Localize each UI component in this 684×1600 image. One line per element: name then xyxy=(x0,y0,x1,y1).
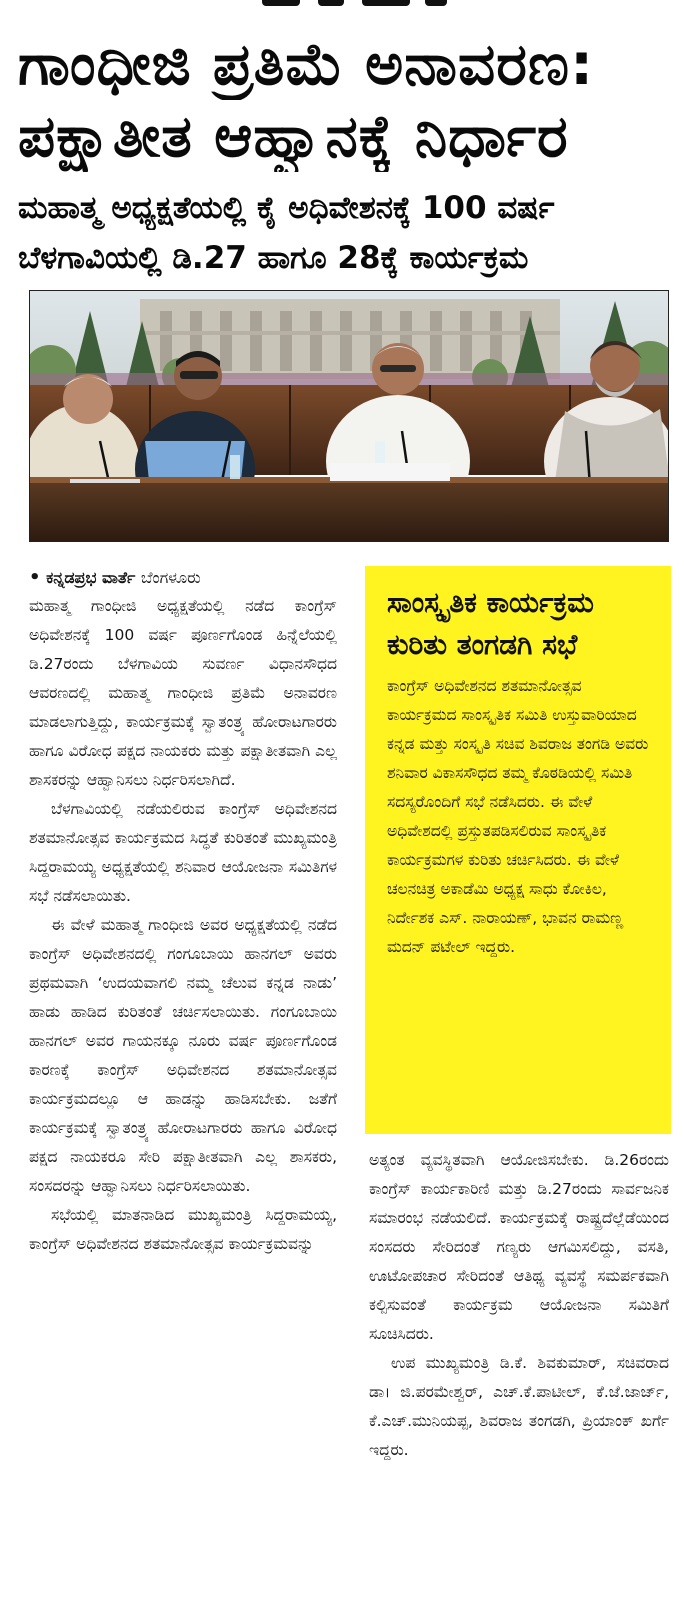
article-paragraph: ಸಭೆಯಲ್ಲಿ ಮಾತನಾಡಿದ ಮುಖ್ಯಮಂತ್ರಿ ಸಿದ್ದರಾಮಯ್ಯ, ಕಾಂಗ್ರೆಸ್ ಅಧಿವೇಶನದ ಶತಮಾನೋತ್ಸವ ಕಾರ್ಯಕ್ರಮವನ್ನು xyxy=(29,1206,337,1253)
article-paragraph: ಮಹಾತ್ಮ ಗಾಂಧೀಜಿ ಅಧ್ಯಕ್ಷತೆಯಲ್ಲಿ ನಡೆದ ಕಾಂಗ್ರೆಸ್ ಅಧಿವೇಶನಕ್ಕೆ 100 ವರ್ಷ ಪೂರ್ಣಗೊಂಡ ಹಿನ್ನೆಲೆಯಲ್ಲಿ ಡಿ.27ರಂದು ಬೆಳಗಾವಿಯ ಸುವರ್ಣ ವಿಧಾನಸೌಧದ ಆವರಣದಲ್ಲಿ ಮಹಾತ್ಮ ಗಾಂಧೀಜಿ ಪ್ರತಿಮೆ ಅನಾವರಣ ಮಾಡಲಾಗುತ್ತಿದ್ದು, ಕಾರ್ಯಕ್ರಮಕ್ಕೆ ಸ್ವಾತಂತ್ರ್ಯ ಹೋರಾಟಗಾರರು ಹಾಗೂ ವಿರೋಧ ಪಕ್ಷದ ನಾಯಕರು ಮತ್ತು ಪಕ್ಷಾತೀತವಾಗಿ ಎಲ್ಲ ಶಾಸಕರನ್ನು ಆಹ್ವಾನಿಸಲು ನಿರ್ಧರಿಸಲಾಗಿದೆ. xyxy=(29,597,337,789)
sidebar-title xyxy=(387,582,649,666)
byline-bullet: • xyxy=(29,567,41,588)
sidebar-title-line-1: ಸಾಂಸ್ಕೃತಿಕ ಕಾರ್ಯಕ್ರಮ xyxy=(387,586,594,619)
subheadline-line-1: ಮಹಾತ್ಮ ಅಧ್ಯಕ್ಷತೆಯಲ್ಲಿ ಕೈ ಅಧಿವೇಶನಕ್ಕೆ 100 ವರ್ಷ xyxy=(18,190,555,226)
news-photo xyxy=(29,290,669,542)
subheadline-line-2: ಬೆಳಗಾವಿಯಲ್ಲಿ ಡಿ.27 ಹಾಗೂ 28ಕ್ಕೆ ಕಾರ್ಯಕ್ರಮ xyxy=(18,240,529,276)
headline-line-1: ಗಾಂಧೀಜಿ ಪ್ರತಿಮೆ ಅನಾವರಣ: xyxy=(18,30,595,98)
article-paragraph: ಈ ವೇಳೆ ಮಹಾತ್ಮ ಗಾಂಧೀಜಿ ಅವರ ಅಧ್ಯಕ್ಷತೆಯಲ್ಲಿ ನಡೆದ ಕಾಂಗ್ರೆಸ್ ಅಧಿವೇಶನದಲ್ಲಿ ಗಂಗೂಬಾಯಿ ಹಾನಗಲ್ ಅವರು ಪ್ರಥಮವಾಗಿ ‘ಉದಯವಾಗಲಿ ನಮ್ಮ ಚೆಲುವ ಕನ್ನಡ ನಾಡು’ ಹಾಡು ಹಾಡಿದ ಕುರಿತಂತೆ ಚರ್ಚಿಸಲಾಯಿತು. ಗಂಗೂಬಾಯಿ ಹಾನಗಲ್ ಅವರ ಗಾಯನಕ್ಕೂ ನೂರು ವರ್ಷ ಪೂರ್ಣಗೊಂಡ ಕಾರಣಕ್ಕೆ ಕಾಂಗ್ರೆಸ್ ಅಧಿವೇಶನದ ಶತಮಾನೋತ್ಸವ ಕಾರ್ಯಕ್ರಮದಲ್ಲೂ ಆ ಹಾಡನ್ನು ಹಾಡಿಸಬೇಕು. ಜತೆಗೆ ಕಾರ್ಯಕ್ರಮಕ್ಕೆ ಸ್ವಾತಂತ್ರ್ಯ ಹೋರಾಟಗಾರರು ಹಾಗೂ ವಿರೋಧ ಪಕ್ಷದ ನಾಯಕರೂ ಸೇರಿ ಪಕ್ಷಾತೀತವಾಗಿ ಎಲ್ಲ ಶಾಸಕರು, ಸಂಸದರನ್ನು ಆಹ್ವಾನಿಸಲು ನಿರ್ಧರಿಸಲಾಯಿತು. xyxy=(29,916,337,1195)
article-paragraph: ಅತ್ಯಂತ ವ್ಯವಸ್ಥಿತವಾಗಿ ಆಯೋಜಿಸಬೇಕು. ಡಿ.26ರಂದು ಕಾಂಗ್ರೆಸ್ ಕಾರ್ಯಕಾರಿಣಿ ಮತ್ತು ಡಿ.27ರಂದು ಸಾರ್ವಜನಿಕ ಸಮಾರಂಭ ನಡೆಯಲಿದೆ. ಕಾರ್ಯಕ್ರಮಕ್ಕೆ ರಾಷ್ಟ್ರದೆಲ್ಲೆಡೆಯಿಂದ ಸಂಸದರು ಸೇರಿದಂತೆ ಗಣ್ಯರು ಆಗಮಿಸಲಿದ್ದು, ವಸತಿ, ಊಟೋಪಚಾರ ಸೇರಿದಂತೆ ಆತಿಥ್ಯ ವ್ಯವಸ್ಥೆ ಸಮರ್ಪಕವಾಗಿ ಕಲ್ಪಿಸುವಂತೆ ಕಾರ್ಯಕ್ರಮ ಆಯೋಜನಾ ಸಮಿತಿಗೆ ಸೂಚಿಸಿದರು. xyxy=(369,1151,669,1343)
article-column-right xyxy=(369,1146,669,1465)
byline-source: ಕನ್ನಡಪ್ರಭ ವಾರ್ತೆ xyxy=(46,568,136,587)
sidebar-title-line-2: ಕುರಿತು ತಂಗಡಗಿ ಸಭೆ xyxy=(387,628,578,661)
headline-line-2: ಪಕ್ಷಾತೀತ ಆಹ್ವಾನಕ್ಕೆ ನಿರ್ಧಾರ xyxy=(18,102,569,170)
article-column-left xyxy=(29,564,337,1259)
byline xyxy=(29,564,337,592)
byline-place: ಬೆಂಗಳೂರು xyxy=(140,568,201,587)
sidebar-body: ಕಾಂಗ್ರೆಸ್ ಅಧಿವೇಶನದ ಶತಮಾನೋತ್ಸವ ಕಾರ್ಯಕ್ರಮದ ಸಾಂಸ್ಕೃತಿಕ ಸಮಿತಿ ಉಸ್ತುವಾರಿಯಾದ ಕನ್ನಡ ಮತ್ತು ಸಂಸ್ಕೃತಿ ಸಚಿವ ಶಿವರಾಜ ತಂಗಡಿ ಅವರು ಶನಿವಾರ ವಿಕಾಸಸೌಧದ ತಮ್ಮ ಕೊಠಡಿಯಲ್ಲಿ ಸಮಿತಿ ಸದಸ್ಯರೊಂದಿಗೆ ಸಭೆ ನಡೆಸಿದರು. ಈ ವೇಳೆ ಅಧಿವೇಶದಲ್ಲಿ ಪ್ರಸ್ತುತಪಡಿಸಲಿರುವ ಸಾಂಸ್ಕೃತಿಕ ಕಾರ್ಯಕ್ರಮಗಳ ಕುರಿತು ಚರ್ಚಿಸಿದರು. ಈ ವೇಳೆ ಚಲನಚಿತ್ರ ಅಕಾಡೆಮಿ ಅಧ್ಯಕ್ಷ ಸಾಧು ಕೋಕಿಲ, ನಿರ್ದೇಶಕ ಎಸ್. ನಾರಾಯಣ್, ಭಾವನ ರಾಮಣ್ಣ ಮದನ್ ಪಟೇಲ್ ಇದ್ದರು. xyxy=(387,677,649,956)
sidebar-box xyxy=(365,566,671,1134)
article-paragraph: ಉಪ ಮುಖ್ಯಮಂತ್ರಿ ಡಿ.ಕೆ. ಶಿವಕುಮಾರ್, ಸಚಿವರಾದ ಡಾ। ಜಿ.ಪರಮೇಶ್ವರ್, ಎಚ್.ಕೆ.ಪಾಟೀಲ್, ಕೆ.ಜೆ.ಜಾರ್ಜ್, ಕೆ.ಎಚ್.ಮುನಿಯಪ್ಪ, ಶಿವರಾಜ ತಂಗಡಗಿ, ಪ್ರಿಯಾಂಕ್ ಖರ್ಗೆ ಇದ್ದರು. xyxy=(369,1354,669,1459)
article-paragraph: ಬೆಳಗಾವಿಯಲ್ಲಿ ನಡೆಯಲಿರುವ ಕಾಂಗ್ರೆಸ್ ಅಧಿವೇಶನದ ಶತಮಾನೋತ್ಸವ ಕಾರ್ಯಕ್ರಮದ ಸಿದ್ಧತೆ ಕುರಿತಂತೆ ಮುಖ್ಯಮಂತ್ರಿ ಸಿದ್ದರಾಮಯ್ಯ ಅಧ್ಯಕ್ಷತೆಯಲ್ಲಿ ಶನಿವಾರ ಆಯೋಜನಾ ಸಮಿತಿಗಳ ಸಭೆ ನಡೆಸಲಾಯಿತು. xyxy=(29,800,337,905)
cropped-text-fragment xyxy=(0,0,684,14)
